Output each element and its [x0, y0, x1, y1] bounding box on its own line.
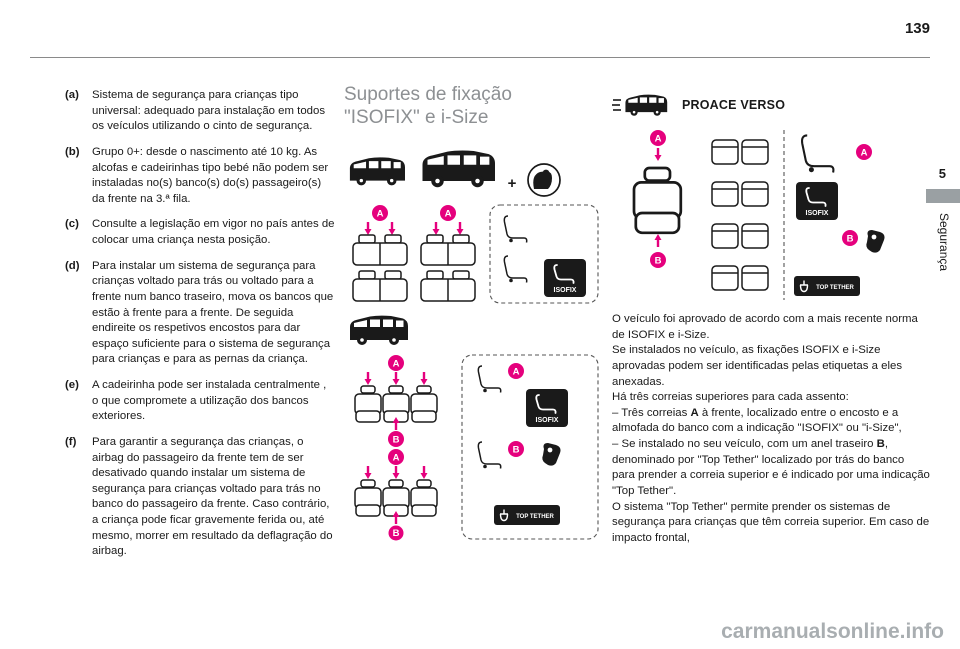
arrow-down-icon — [421, 372, 428, 385]
bullet-item — [612, 437, 930, 500]
paragraph: Há três correias superiores para cada assento: — [612, 391, 849, 404]
marker-b — [388, 431, 404, 447]
van-side-icon — [350, 157, 405, 185]
figure-isofix-bench — [344, 203, 602, 305]
seat-front-icon — [411, 480, 437, 516]
figure-vans-childseat — [344, 142, 594, 198]
marker-a — [856, 144, 872, 160]
list-item-d — [65, 259, 335, 368]
marker-b — [508, 441, 524, 457]
list-item-text: Consulte a legislação em vigor no país antes de colocar uma criança nesta posição. — [92, 218, 335, 246]
chapter-number: 5 — [938, 166, 946, 181]
figure-van — [344, 310, 602, 348]
marker-a — [372, 205, 388, 221]
seat-profile-icon — [478, 366, 500, 393]
bullet-text: – Se instalado no seu veículo, com um anel traseiro — [612, 438, 877, 450]
list-item-b — [65, 145, 335, 208]
marker-b — [650, 252, 666, 268]
svg-text:B: B — [392, 433, 400, 445]
top-tether-label — [794, 276, 860, 296]
section-heading-line1: Suportes de fixação — [344, 84, 512, 105]
van-side-icon — [423, 150, 496, 187]
paragraph: O sistema "Top Tether" permite prender os sistemas de segurança para crianças que têm correia superior. Em caso de impacto frontal, — [612, 500, 930, 544]
list-item-e — [65, 378, 335, 425]
watermark: carmanualsonline.info — [721, 620, 944, 643]
list-item-text: Para garantir a segurança das crianças, o airbag do passageiro da frente tem de ser desativado quando instalar um sistema de segurança para crianças voltado para trás no banco do passageiro da frente. Caso contrário, a criança pode ficar gravemente ferida ou, até mesmo, morrer em resultado da deflagração do airbag. — [92, 435, 333, 558]
childseat-circle-icon — [528, 164, 560, 196]
model-name: PROACE VERSO — [682, 98, 786, 112]
paragraph: Se instalados no veículo, as fixações ISOFIX e i-Size aprovadas podem ser identificadas pelas etiquetas a eles anexadas. — [612, 344, 903, 388]
seat-front-icon — [355, 480, 381, 516]
arrow-down-icon — [421, 466, 428, 479]
seat-layout-overhead — [712, 140, 768, 290]
arrow-down-icon — [365, 466, 372, 479]
list-item-c — [65, 217, 335, 248]
svg-text:A: A — [444, 207, 452, 219]
arrow-down-icon — [393, 466, 400, 479]
seat-profile-icon — [478, 442, 500, 469]
arrow-down-icon — [457, 222, 464, 235]
arrow-down-icon — [389, 222, 396, 235]
van-speed-icon — [612, 89, 668, 121]
plus-sign: + — [507, 174, 517, 192]
svg-text:A: A — [392, 357, 400, 369]
list-item-label: (d) — [65, 259, 80, 272]
list-item-a — [65, 88, 335, 135]
figure-proace-verso-anchors — [612, 126, 930, 304]
bullet-text: – Três correias — [612, 406, 691, 419]
tether-hook-icon — [542, 443, 560, 466]
seat-front-icon — [355, 386, 381, 422]
marker-a — [508, 363, 524, 379]
seat-profile-icon — [802, 135, 833, 172]
bullet-text: , denominado por "Top Tether" localizado por trás do banco para prender a correia superior e é indicado por uma indicação "Top Tether". — [612, 438, 930, 497]
bench-seat-icon — [353, 271, 407, 301]
marker-b — [389, 525, 404, 540]
marker-a — [650, 130, 666, 146]
arrow-down-icon — [393, 372, 400, 385]
arrow-down-icon — [365, 372, 372, 385]
arrow-down-icon — [365, 222, 372, 235]
svg-text:A: A — [860, 147, 868, 159]
anchor-ref-b: B — [876, 438, 885, 450]
seat-front-icon — [634, 168, 681, 233]
svg-text:A: A — [376, 207, 384, 219]
isofix-label — [526, 389, 568, 427]
figure-isofix-toptether — [344, 353, 602, 541]
bench-seat-icon — [421, 235, 475, 265]
arrow-down-icon — [655, 148, 662, 161]
seat-front-icon — [383, 480, 409, 516]
section-heading — [344, 84, 604, 130]
bench-seat-icon — [353, 235, 407, 265]
svg-text:B: B — [512, 443, 520, 455]
header-rule — [30, 57, 930, 58]
chapter-tab-bar — [926, 189, 960, 203]
marker-a — [440, 205, 456, 221]
left-column — [65, 88, 335, 570]
chapter-title: Segurança — [937, 213, 951, 272]
page-number: 139 — [904, 20, 930, 37]
list-item-label: (c) — [65, 218, 79, 231]
seat-front-icon — [383, 386, 409, 422]
list-item-label: (a) — [65, 89, 79, 101]
marker-a — [388, 449, 404, 465]
seat-profile-icon — [504, 216, 526, 243]
van-side-icon — [350, 315, 408, 344]
bullet-item — [612, 406, 930, 437]
body-text — [612, 312, 930, 546]
list-item-text: Grupo 0+: desde o nascimento até 10 kg. As alcofas e cadeirinhas tipo bebé não podem ser instaladas no(s) banco(s) do(s) passageiro(s) da frente na 3.ª fila. — [92, 145, 329, 205]
marker-b — [842, 230, 858, 246]
svg-text:B: B — [654, 255, 662, 267]
anchor-ref-a: A — [690, 406, 699, 419]
top-tether-label — [494, 505, 560, 525]
arrow-down-icon — [433, 222, 440, 235]
list-item-label: (f) — [65, 435, 77, 448]
list-item-f — [65, 435, 335, 560]
seat-profile-icon — [504, 256, 526, 283]
middle-column — [344, 84, 604, 546]
isofix-label — [544, 259, 586, 297]
list-item-text: Para instalar um sistema de segurança para crianças voltado para trás ou voltado para a frente num banco traseiro, mova os bancos que estão à frente para a frente. De seguida endireite os respetivos encostos para dar espaço suficiente para o sistema de segurança para crianças e para as pernas da criança. — [92, 259, 334, 366]
bullet-text: à frente, localizado entre o encosto e a almofada do banco com a indicação "ISOFIX" ou "i-Size", — [612, 406, 902, 435]
svg-text:A: A — [392, 451, 400, 463]
svg-text:A: A — [654, 133, 662, 145]
seat-front-icon — [411, 386, 437, 422]
isofix-label — [796, 182, 838, 220]
list-item-label: (b) — [65, 145, 80, 158]
section-heading-line2: "ISOFIX" e i-Size — [344, 106, 489, 128]
list-item-label: (e) — [65, 379, 79, 391]
svg-text:B: B — [846, 233, 854, 245]
model-header — [612, 88, 930, 122]
list-item-text: Sistema de segurança para crianças tipo universal: adequado para instalação em todos os veículos utilizando o cinto de segurança. — [92, 89, 326, 133]
arrow-up-icon — [655, 234, 662, 247]
list-item-text: A cadeirinha pode ser instalada centralmente , o que compromete a utilização dos bancos exteriores. — [92, 379, 327, 423]
marker-a — [388, 355, 404, 371]
tether-hook-icon — [866, 230, 884, 253]
bench-seat-icon — [421, 271, 475, 301]
svg-text:A: A — [512, 365, 520, 377]
paragraph: O veículo foi aprovado de acordo com a mais recente norma de ISOFIX e i-Size. — [612, 313, 918, 341]
svg-text:B: B — [392, 527, 400, 539]
right-column — [612, 88, 930, 546]
